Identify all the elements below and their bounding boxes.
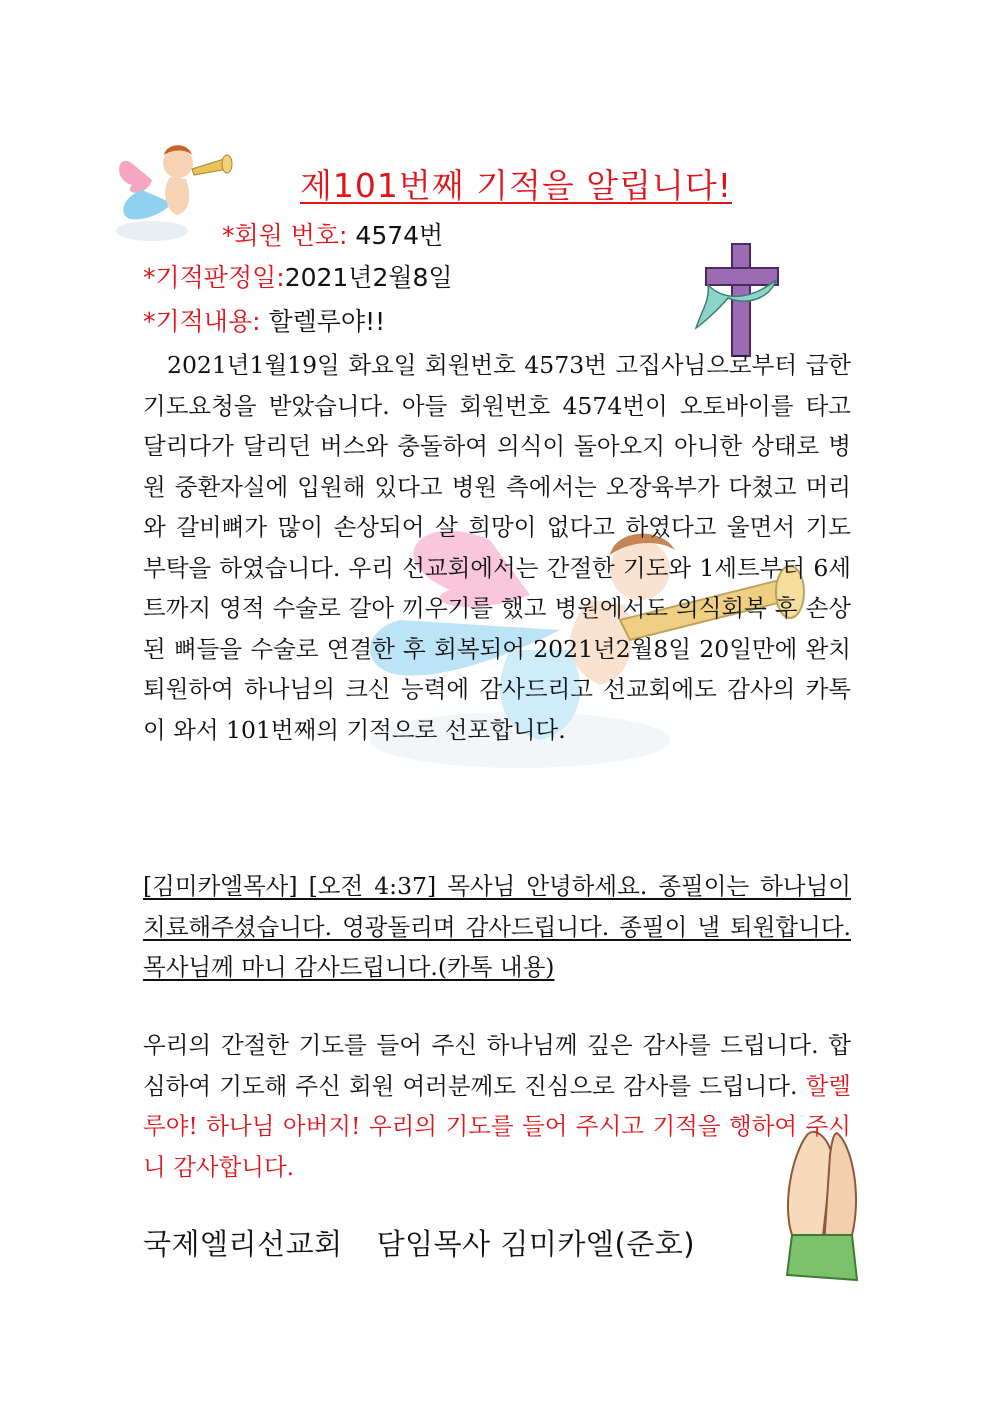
pastor-name: 담임목사 김미카엘(준호) <box>376 1227 696 1261</box>
miracle-content-line <box>143 302 385 338</box>
miracle-content-value: 할렐루야!! <box>260 307 386 336</box>
member-number-value: 4574번 <box>347 221 444 250</box>
testimony-text: 2021년1월19일 화요일 회원번호 4573번 고집사님으로부터 급한 기도요청을 받았습니다. 아들 회원번호 4574번이 오토바이를 타고 달리다가 달리던 버스와 충돌하여 의식이 돌아오지 아니한 상태로 병원 중환자실에 입원해 있다고 병원 측에서는 오장육부가 다쳤고 머리와 갈비뼈가 많이 손상되어 살 희망이 없다고 하였다고 울면서 기도 부탁을 하였습니다. 우리 선교회에서는 간절한 기도와 1세트부터 6세트까지 영적 수술로 갈아 끼우기를 했고 병원에서도 의식회복 후 손상된 뼈들을 수술로 연결한 후 회복되어 2021년2월8일 20일만에 완치 퇴원하여 하나님의 크신 능력에 감사드리고 선교회에도 감사의 카톡이 와서 101번째의 기적으로 선포합니다. <box>143 351 851 744</box>
member-number-label: *회원 번호: <box>222 221 348 250</box>
church-name: 국제엘리선교회 <box>143 1227 343 1261</box>
thanks-paragraph <box>143 1025 851 1187</box>
miracle-date-label: *기적판정일: <box>143 263 285 292</box>
signature <box>143 1222 695 1263</box>
page-title: 제101번째 기적을 알립니다! <box>300 166 732 205</box>
miracle-date-line <box>143 258 453 294</box>
kakao-message: [김미카엘목사] [오전 4:37] 목사님 안녕하세요. 종필이는 하나님이 치료해주셨습니다. 영광돌리며 감사드립니다. 종필이 낼 퇴원합니다. 목사님께 마니 감사드립니다.(카톡 내용) <box>143 872 851 981</box>
cupid-trumpet-icon <box>112 135 234 247</box>
miracle-content-label: *기적내용: <box>143 307 261 336</box>
thanks-text: 우리의 간절한 기도를 들어 주신 하나님께 깊은 감사를 드립니다. 합심하여 기도해 주신 회원 여러분께도 진심으로 감사를 드립니다. <box>143 1031 851 1100</box>
member-number-line <box>222 216 443 252</box>
testimony-paragraph <box>143 345 851 750</box>
miracle-date-value: 2021년2월8일 <box>284 263 453 292</box>
thanks-prayer-text: 할렐루야! 하나님 아버지! 우리의 기도를 들어 주시고 기적을 행하여 주시니 감사합니다. <box>143 1071 851 1181</box>
cross-icon <box>688 240 788 358</box>
